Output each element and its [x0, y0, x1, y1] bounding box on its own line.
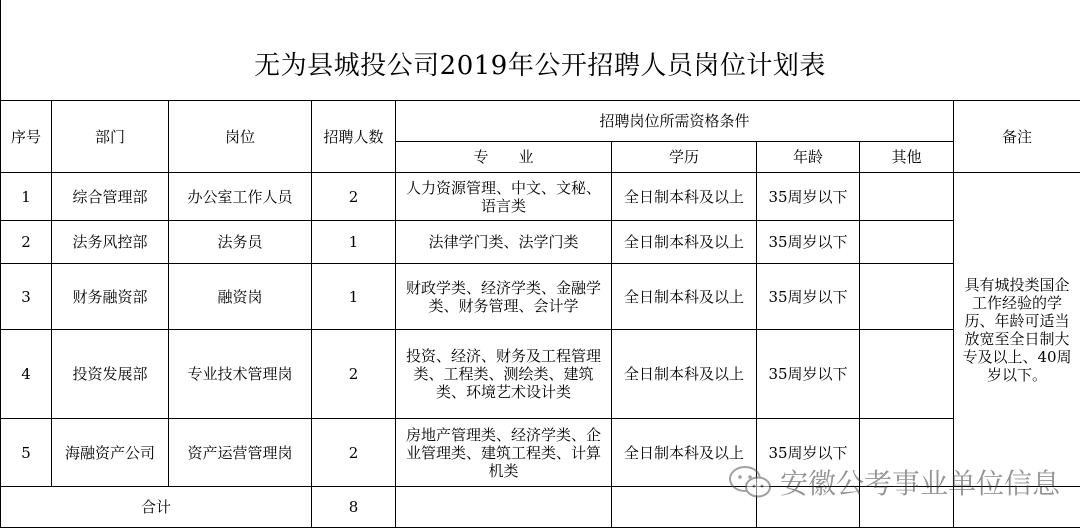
- cell-seq: 5: [1, 419, 52, 487]
- table-row: [1, 173, 1080, 221]
- cell-education: 全日制本科及以上: [612, 330, 757, 419]
- cell-other: [860, 264, 954, 330]
- total-empty-cell: [954, 487, 1080, 528]
- header-count: 招聘人数: [312, 101, 396, 173]
- cell-count: 2: [312, 419, 396, 487]
- table-row: [1, 419, 1080, 487]
- total-empty-cell: [396, 487, 612, 528]
- cell-other: [860, 221, 954, 264]
- cell-count: 1: [312, 264, 396, 330]
- cell-education: 全日制本科及以上: [612, 419, 757, 487]
- header-remark: 备注: [954, 101, 1080, 173]
- cell-position: 法务员: [169, 221, 312, 264]
- header-row-1: [1, 101, 1080, 142]
- cell-major: 财政学类、经济学类、金融学类、财务管理、会计学: [396, 264, 612, 330]
- cell-count: 1: [312, 221, 396, 264]
- cell-position: 办公室工作人员: [169, 173, 312, 221]
- total-row: [1, 487, 1080, 528]
- cell-department: 财务融资部: [52, 264, 169, 330]
- cell-count: 2: [312, 330, 396, 419]
- header-major: 专 业: [396, 142, 612, 173]
- recruitment-plan-table: [0, 100, 1080, 528]
- cell-age: 35周岁以下: [757, 221, 860, 264]
- cell-major: 房地产管理类、经济学类、企业管理类、建筑工程类、计算机类: [396, 419, 612, 487]
- total-empty-cell: [860, 487, 954, 528]
- cell-other: [860, 330, 954, 419]
- cell-age: 35周岁以下: [757, 419, 860, 487]
- total-count: 8: [312, 487, 396, 528]
- cell-other: [860, 173, 954, 221]
- header-qualifications: 招聘岗位所需资格条件: [396, 101, 954, 142]
- header-other: 其他: [860, 142, 954, 173]
- cell-position: 资产运营管理岗: [169, 419, 312, 487]
- cell-major: 投资、经济、财务及工程管理类、工程类、测绘类、建筑类、环境艺术设计类: [396, 330, 612, 419]
- header-age: 年龄: [757, 142, 860, 173]
- cell-position: 融资岗: [169, 264, 312, 330]
- cell-seq: 4: [1, 330, 52, 419]
- cell-position: 专业技术管理岗: [169, 330, 312, 419]
- cell-count: 2: [312, 173, 396, 221]
- cell-other: [860, 419, 954, 487]
- cell-remark: 具有城投类国企工作经验的学历、年龄可适当放宽至全日制大专及以上、40周岁以下。: [954, 173, 1080, 487]
- total-label: 合计: [1, 487, 312, 528]
- header-position: 岗位: [169, 101, 312, 173]
- cell-major: 法律学门类、法学门类: [396, 221, 612, 264]
- page-title: 无为县城投公司2019年公开招聘人员岗位计划表: [254, 51, 826, 81]
- cell-department: 海融资产公司: [52, 419, 169, 487]
- cell-education: 全日制本科及以上: [612, 264, 757, 330]
- cell-seq: 1: [1, 173, 52, 221]
- header-education: 学历: [612, 142, 757, 173]
- cell-age: 35周岁以下: [757, 173, 860, 221]
- cell-education: 全日制本科及以上: [612, 221, 757, 264]
- cell-education: 全日制本科及以上: [612, 173, 757, 221]
- total-empty-cell: [612, 487, 757, 528]
- total-empty-cell: [757, 487, 860, 528]
- cell-major: 人力资源管理、中文、文秘、语言类: [396, 173, 612, 221]
- cell-age: 35周岁以下: [757, 264, 860, 330]
- cell-age: 35周岁以下: [757, 330, 860, 419]
- watermark-text: 安徽公考事业单位信息: [780, 467, 1061, 500]
- table-row: [1, 330, 1080, 419]
- cell-seq: 3: [1, 264, 52, 330]
- cell-department: 投资发展部: [52, 330, 169, 419]
- cell-department: 法务风控部: [52, 221, 169, 264]
- header-seq: 序号: [1, 101, 52, 173]
- cell-seq: 2: [1, 221, 52, 264]
- header-department: 部门: [52, 101, 169, 173]
- table-row: [1, 264, 1080, 330]
- cell-department: 综合管理部: [52, 173, 169, 221]
- table-row: [1, 221, 1080, 264]
